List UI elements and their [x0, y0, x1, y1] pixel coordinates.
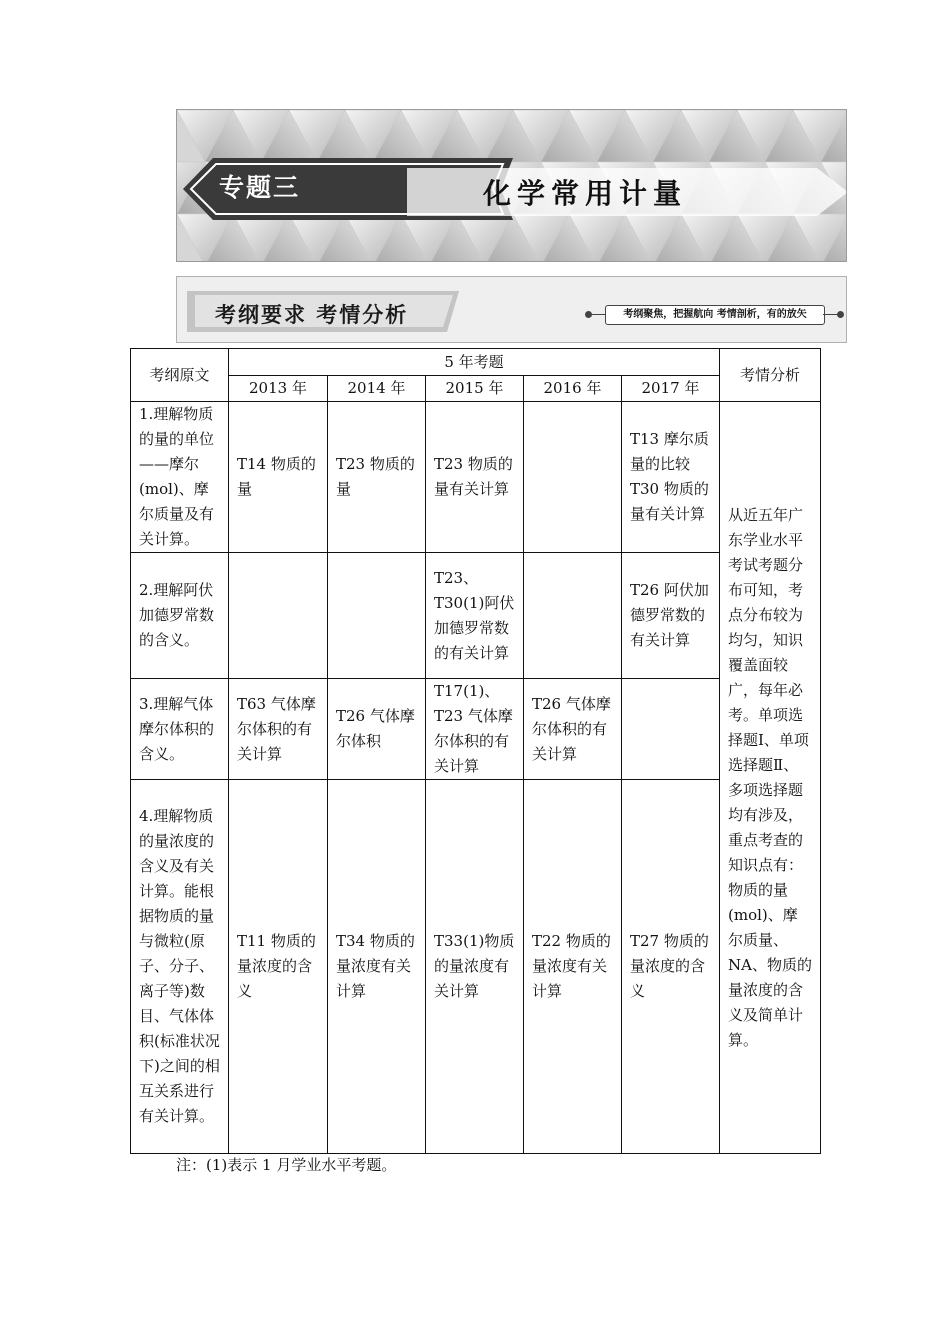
header-year: 2014 年 [328, 376, 426, 402]
exam-cell [622, 679, 720, 780]
chapter-title: 化学常用计量 [483, 177, 688, 210]
header-requirements: 考纲原文 [131, 349, 229, 402]
header-year: 2015 年 [426, 376, 524, 402]
table-row [131, 679, 821, 780]
section-title: 考纲要求 考情分析 [215, 303, 409, 327]
header-analysis: 考情分析 [720, 349, 821, 402]
exam-cell [229, 553, 328, 679]
table-note: 注：(1)表示 1 月学业水平考题。 [176, 1156, 397, 1174]
requirement-cell: 4.理解物质的量浓度的含义及有关计算。能根据物质的量与微粒(原子、分子、离子等)数目、气体体积(标准状况下)之间的相互关系进行有关计算。 [131, 780, 229, 1154]
section-subtitle: 考纲聚焦，把握航向 考情剖析，有的放矢 [605, 305, 825, 325]
exam-cell [328, 553, 426, 679]
section-bar [176, 276, 847, 343]
table-row [131, 553, 821, 679]
requirement-cell: 2.理解阿伏加德罗常数的含义。 [131, 553, 229, 679]
dot-right [837, 311, 844, 318]
exam-table [130, 348, 821, 1154]
table-row [131, 780, 821, 1154]
chapter-banner [176, 109, 847, 262]
exam-cell: T17(1)、T23 气体摩尔体积的有关计算 [426, 679, 524, 780]
exam-cell: T11 物质的量浓度的含义 [229, 780, 328, 1154]
analysis-cell: 从近五年广东学业水平考试考题分布可知，考点分布较为均匀，知识覆盖面较广，每年必考。单项选择题Ⅰ、单项选择题Ⅱ、多项选择题均有涉及，重点考查的知识点有：物质的量(mol)、摩尔质量、NA、物质的量浓度的含义及简单计算。 [720, 402, 821, 1154]
header-year: 2017 年 [622, 376, 720, 402]
exam-cell: T33(1)物质的量浓度有关计算 [426, 780, 524, 1154]
exam-cell: T34 物质的量浓度有关计算 [328, 780, 426, 1154]
exam-cell: T26 阿伏加德罗常数的有关计算 [622, 553, 720, 679]
exam-cell: T26 气体摩尔体积 [328, 679, 426, 780]
exam-cell: T23 物质的量 [328, 402, 426, 553]
exam-cell: T23、T30(1)阿伏加德罗常数的有关计算 [426, 553, 524, 679]
header-year: 2016 年 [524, 376, 622, 402]
exam-cell: T14 物质的量 [229, 402, 328, 553]
requirement-cell: 1.理解物质的量的单位——摩尔(mol)、摩尔质量及有关计算。 [131, 402, 229, 553]
exam-cell: T23 物质的量有关计算 [426, 402, 524, 553]
exam-cell: T13 摩尔质量的比较 T30 物质的量有关计算 [622, 402, 720, 553]
header-year: 2013 年 [229, 376, 328, 402]
exam-cell [524, 553, 622, 679]
exam-cell: T26 气体摩尔体积的有关计算 [524, 679, 622, 780]
exam-cell: T22 物质的量浓度有关计算 [524, 780, 622, 1154]
line-left [589, 314, 605, 315]
exam-cell [524, 402, 622, 553]
exam-cell: T27 物质的量浓度的含义 [622, 780, 720, 1154]
header-years-group: 5 年考题 [229, 349, 720, 376]
chapter-tag: 专题三 [219, 173, 301, 202]
requirement-cell: 3.理解气体摩尔体积的含义。 [131, 679, 229, 780]
exam-cell: T63 气体摩尔体积的有关计算 [229, 679, 328, 780]
table-row [131, 402, 821, 553]
